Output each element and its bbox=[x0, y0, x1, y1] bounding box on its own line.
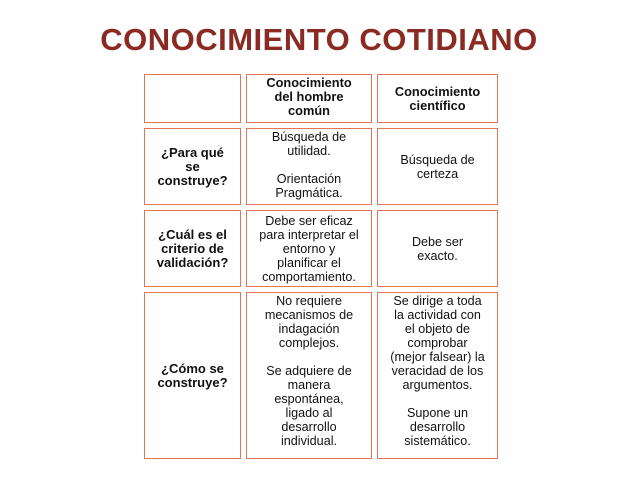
cell-para-que-comun bbox=[246, 128, 372, 205]
row-label-criterio: ¿Cuál es el criterio de validación? bbox=[144, 210, 241, 287]
cell-text: Orientación Pragmática. bbox=[275, 172, 343, 200]
cell-como-comun bbox=[246, 292, 372, 459]
cell-text: Búsqueda de utilidad. bbox=[271, 130, 347, 158]
cell-text: No requiere mecanismos de indagación complejos. bbox=[264, 294, 354, 350]
cell-text: Supone un desarrollo sistemático. bbox=[404, 406, 471, 448]
cell-criterio-comun: Debe ser eficaz para interpretar el entorno y planificar el comportamiento. bbox=[246, 210, 372, 287]
table-corner-cell bbox=[144, 74, 241, 123]
header-conocimiento-comun: Conocimiento del hombre común bbox=[246, 74, 372, 123]
cell-text: Se adquiere de manera espontánea, ligado al desarrollo individual. bbox=[266, 364, 352, 448]
cell-para-que-cientifico: Búsqueda de certeza bbox=[377, 128, 498, 205]
header-conocimiento-cientifico: Conocimiento científico bbox=[377, 74, 498, 123]
row-label-para-que: ¿Para qué se construye? bbox=[144, 128, 241, 205]
page-title: CONOCIMIENTO COTIDIANO bbox=[100, 22, 538, 57]
comparison-table bbox=[144, 74, 498, 459]
cell-como-cientifico bbox=[377, 292, 498, 459]
cell-text: Se dirige a toda la actividad con el objeto de comprobar (mejor falsear) la veracidad de los argumentos. bbox=[390, 294, 485, 392]
row-label-como-se-construye: ¿Cómo se construye? bbox=[144, 292, 241, 459]
cell-criterio-cientifico: Debe ser exacto. bbox=[377, 210, 498, 287]
